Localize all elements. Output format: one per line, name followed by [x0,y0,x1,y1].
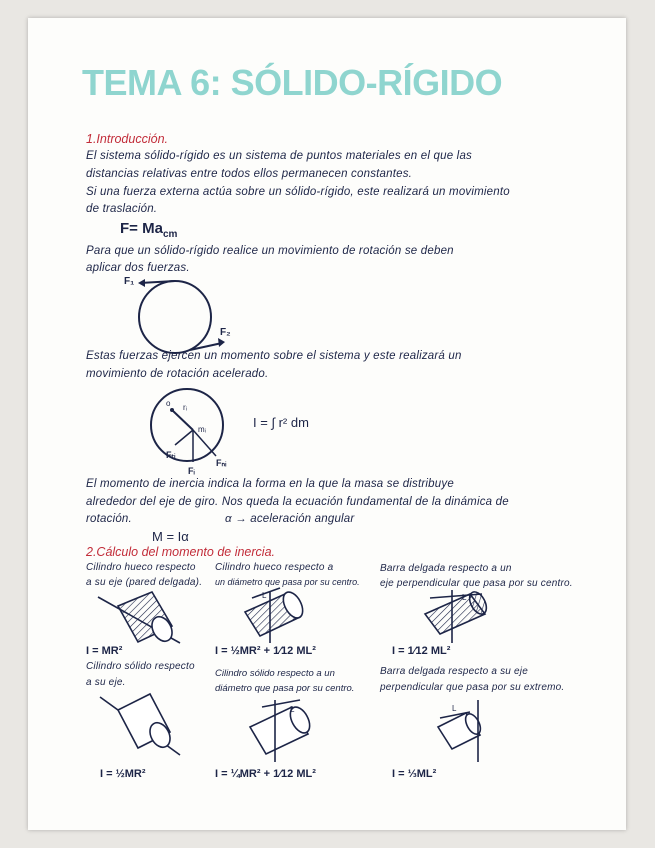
text-line: El sistema sólido-rígido es un sistema de puntos materiales en el que las [86,150,472,162]
text-line: Estas fuerzas ejercen un momento sobre el sistema y este realizará un [86,350,462,362]
case-description: perpendicular que pasa por su extremo. [380,682,565,693]
case-description: a su eje. [86,677,126,688]
formula: I = ½MR² + 1⁄12 ML² [215,645,316,657]
equation-inertia: I = ∫ r² dm [253,415,309,430]
case-description: eje perpendicular que pasa por su centro. [380,578,573,589]
case-description: Barra delgada respecto a un [380,563,512,574]
length-label: L [290,705,295,714]
alpha-note: α → aceleración angular [225,513,355,525]
case-description: Cilindro sólido respecto [86,661,195,672]
solid-cylinder-axis-figure [100,694,180,755]
hollow-cylinder-axis-figure [98,592,180,645]
text-line: de traslación. [86,203,158,215]
radius-label: rᵢ [183,403,187,412]
text-line: Si una fuerza externa actúa sobre un sólido-rígido, este realizará un movimiento [86,186,510,198]
text-line: aplicar dos fuerzas. [86,262,190,274]
force-label-f2: F₂ [220,327,231,338]
force-label-fn: Fₙᵢ [216,458,227,468]
force-label-f1: F₁ [124,276,135,287]
force-label-ft: Fₜᵢ [166,450,176,460]
case-description: diámetro que pasa por su centro. [215,683,355,694]
length-label: L [262,591,267,600]
hollow-cylinder-diameter-figure [245,588,307,643]
text-line: movimiento de rotación acelerado. [86,368,269,380]
case-description: Cilindro hueco respecto [86,562,196,573]
case-description: Cilindro hueco respecto a [215,562,334,573]
origin-label: o [166,399,171,408]
text-line: alrededor del eje de giro. Nos queda la ecuación fundamental de la dinámica de [86,496,509,508]
formula: I = ¼MR² + 1⁄12 ML² [215,768,316,780]
formula: I = ⅓ML² [392,768,437,780]
text-line: rotación. [86,513,132,525]
force-label-fi: Fᵢ [188,466,195,476]
length-label: L [452,704,457,713]
bar-center-figure [425,589,490,643]
case-description: un diámetro que pasa por su centro. [215,577,360,587]
formula: I = ½MR² [100,768,146,780]
case-description: a su eje (pared delgada). [86,577,203,588]
page-title: TEMA 6: SÓLIDO-RÍGIDO [82,62,503,103]
text-line: El momento de inercia indica la forma en la que la masa se distribuye [86,478,454,490]
formula: I = MR² [86,645,123,657]
solid-cylinder-diameter-figure [250,700,314,762]
case-description: Barra delgada respecto a su eje [380,666,528,677]
section-heading-introduction: 1.Introducción. [86,132,168,146]
mass-label: mᵢ [198,425,206,434]
case-description: Cilindro sólido respecto a un [215,668,335,679]
length-label: L [462,593,467,602]
section-heading-inertia-calc: 2.Cálculo del momento de inercia. [86,545,275,559]
bar-end-figure [438,700,483,762]
formula: I = 1⁄12 ML² [392,645,451,657]
text-line: Para que un sólido-rígido realice un movimiento de rotación se deben [86,245,454,257]
text-line: distancias relativas entre todos ellos permanecen constantes. [86,168,413,180]
equation-translation: $F= Ma_{cm}$ [120,220,178,240]
equation-dynamics: M = Iα [152,529,189,544]
